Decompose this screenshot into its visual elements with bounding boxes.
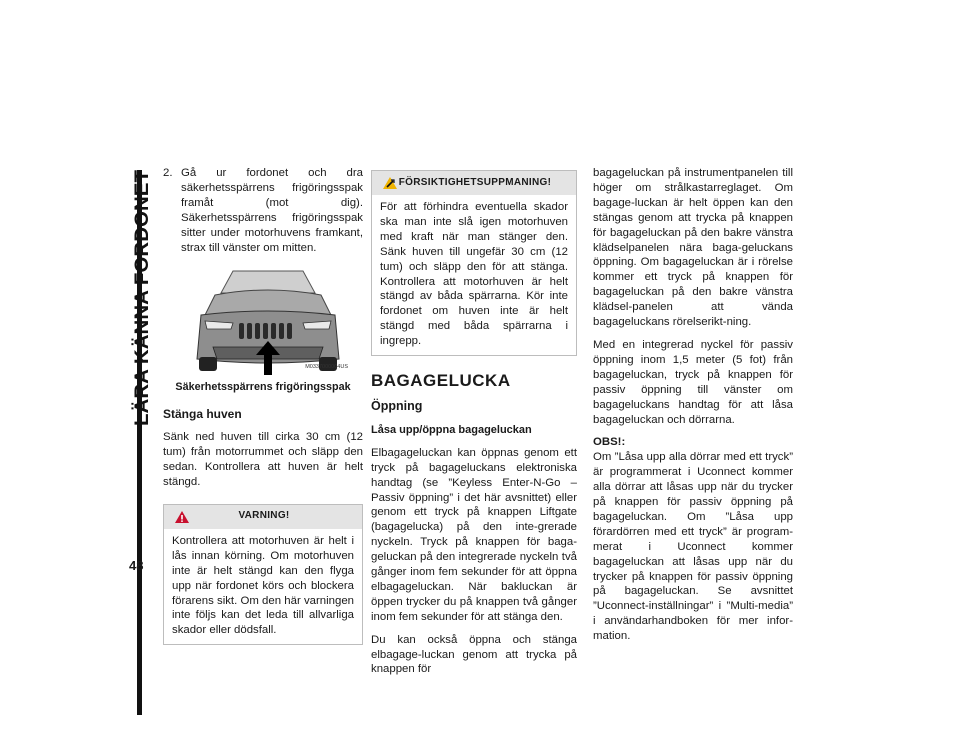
column-2 — [371, 166, 577, 685]
figure-caption: Säkerhetsspärrens frigöringsspak — [175, 381, 351, 394]
caution-text: För att förhindra eventuella skador ska man inte slå igen motorhuven med kraft när man stänger den. Sänk huven till ungefär 30 cm (12 tum) och släpp den för att stänga. Kontrollera att motorhuven är helt stängd av båda spärrarna. Kör inte fordonet om huven inte är helt stängd med båda spärrarna i ingrepp. — [380, 201, 568, 348]
heading-unlock-liftgate: Låsa upp/öppna bagageluckan — [371, 423, 532, 436]
caution-header — [372, 171, 576, 195]
column-3 — [593, 166, 793, 652]
caution-triangle-icon — [382, 176, 398, 190]
chapter-rule — [137, 170, 142, 715]
warning-triangle-icon — [174, 510, 190, 524]
hood-release-figure — [193, 263, 348, 378]
chapter-title — [124, 168, 164, 428]
step-text: Gå ur fordonet och dra säkerhetsspärrens frigöringsspak framåt (mot dig). Säkerhetsspärrens frigöringsspak sitter under motorhuvens framkant, strax till vänster om mitten. — [181, 167, 363, 254]
liftgate-paragraph-4: Med en integrerad nyckel för passiv öppning inom 1,5 meter (5 fot) från bagageluckan, tryck på knappen för passiv öppning till vänster om bagageluckans handtag för att låsa bagageluckan och dörrarna. — [593, 338, 793, 426]
liftgate-paragraph-2: Du kan också öppna och stänga elbagage-luckan genom att trycka på knappen för — [371, 633, 577, 676]
subheading-opening: Öppning — [371, 398, 423, 413]
caution-label: FÖRSIKTIGHETSUPPMANING! — [398, 176, 552, 188]
column-1 — [163, 166, 363, 655]
liftgate-paragraph-1: Elbagageluckan kan öppnas genom ett tryck på bagageluckans elektroniska handtag (se ”Keyless Enter-N-Go – Passiv öppning” i det här avsnittet) eller genom ett tryck på knappen Liftgate (bagagelucka) på den inte-grerade nyckeln. Tryck på knappen för baga-geluckan på den integrerade nyckeln två gånger inom fem sekunder för att öppna elbagageluckan. När bakluckan är öppen trycker du på knappen två gånger inom fem sekunder för att stänga den. — [371, 446, 577, 623]
figure-code: M0337000004US — [305, 363, 348, 370]
warning-header — [164, 505, 362, 529]
step-2 — [163, 166, 363, 255]
note-label: OBS!: — [593, 436, 626, 449]
warning-text: Kontrollera att motorhuven är helt i lås innan körning. Om motorhuven inte är helt stängd kan den flyga upp när fordonet körs och blockera förarens sikt. Om den här varningen inte följs kan det leda till allvarliga skador eller dödsfall. — [172, 534, 354, 637]
liftgate-paragraph-3: bagageluckan på instrumentpanelen till höger om strålkastarreglaget. Om bagage-luckan är helt öppen kan den stängas genom att trycka på knappen för bagageluckan på den bakre vänstra klädselpanelen nära baga-geluckans öppning. Om bagageluckan är i rörelse kommer ett tryck på knappen för bagageluckan på den bakre vänstra klädsel-panelen att vända bagageluckans rörelserikt-ning. — [593, 167, 793, 329]
chapter-title-text: LÄRA KÄNNA FORDONET — [131, 182, 153, 426]
page-number: 48 — [129, 558, 144, 573]
close-hood-paragraph: Sänk ned huven till cirka 30 cm (12 tum) från motorrummet och släpp den sedan. Kontrollera att huven är helt stängd. — [163, 431, 363, 488]
warning-label: VARNING! — [238, 510, 290, 522]
warning-box — [163, 504, 363, 645]
section-title: BAGAGELUCKA — [371, 371, 511, 391]
heading-close-hood: Stänga huven — [163, 407, 242, 422]
caution-box — [371, 170, 577, 356]
note-text: Om ”Låsa upp alla dörrar med ett tryck” är programmerat i Uconnect kommer alla dörrar att låsas upp när du trycker på knappen för passiv öppning på bagageluckan. Om ”Låsa upp förardörren med ett tryck” är program-merat i Uconnect kommer bagageluckan att låsas upp när du trycker på knappen för passiv öppning på bagageluckan. Se avsnittet ”Uconnect-inställningar” i ”Multi-media” i användarhandboken för mer infor-mation. — [593, 451, 793, 643]
step-number: 2. — [163, 167, 173, 179]
